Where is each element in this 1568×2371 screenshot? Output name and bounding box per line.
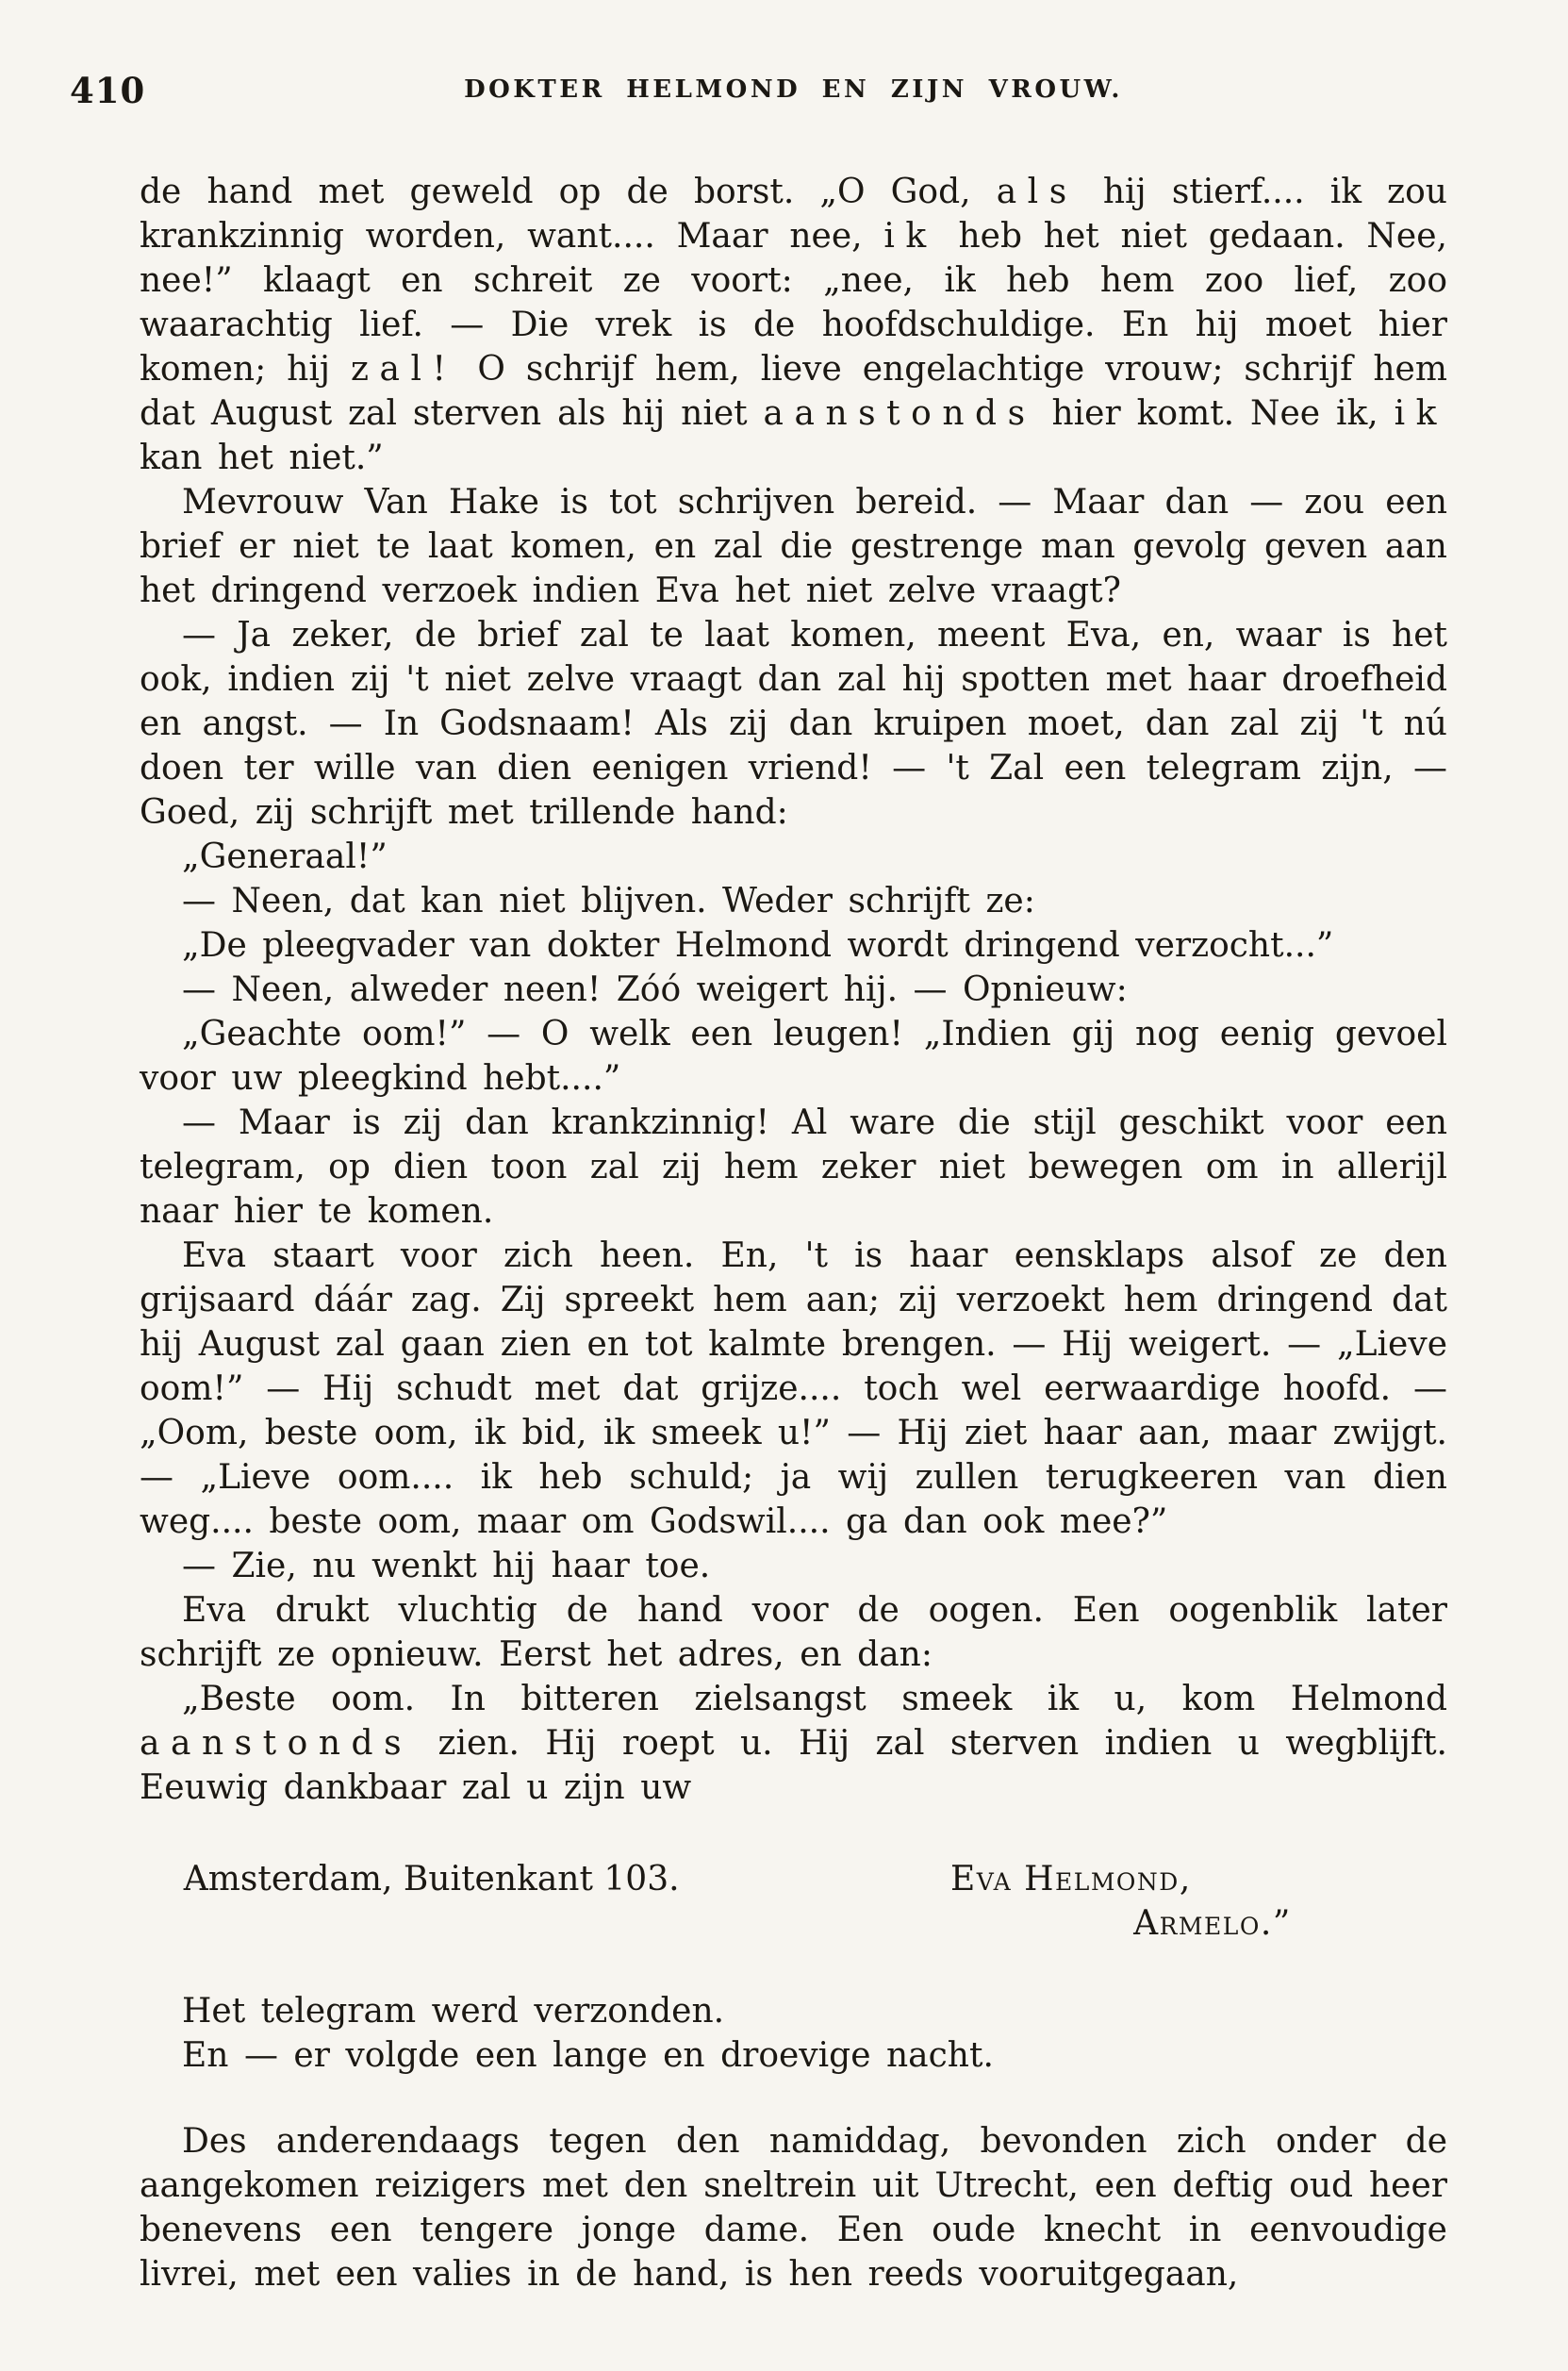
body-text	[140, 170, 1447, 2296]
text-run: heb het niet gedaan. Nee, nee!” klaagt en schreit ze voort: „nee, ik heb hem zoo lief, zoo waarachtig lief. — Die vrek is de hoofdschuldige. En hij moet hier komen; hij	[140, 217, 1447, 389]
text-run: kan het niet.”	[140, 439, 384, 477]
paragraph	[140, 879, 1447, 923]
text-run: Eva drukt vluchtig de hand voor de oogen. Een oogenblik later schrijft ze opnieuw. Eerst het adres, en dan:	[140, 1591, 1447, 1674]
text-run: hier komt. Nee ik,	[1035, 394, 1395, 433]
telegram-sender-place: Armelo.”	[1133, 1904, 1292, 1943]
text-run: „Beste oom. In bitteren zielsangst smeek ik u, kom Helmond	[182, 1680, 1447, 1718]
paragraph	[140, 2119, 1447, 2296]
text-run: „Geachte oom!” — O welk een leugen! „Indien gij nog eenig gevoel voor uw pleegkind hebt....”	[140, 1015, 1447, 1098]
running-title: DOKTER HELMOND EN ZIJN VROUW.	[464, 75, 1123, 104]
paragraph	[140, 1677, 1447, 1810]
text-run: Mevrouw Van Hake is tot schrijven bereid. — Maar dan — zou een brief er niet te laat komen, en zal die gestrenge man gevolg geven aan het dringend verzoek indien Eva het niet zelve vraagt?	[140, 483, 1447, 610]
text-run: „Generaal!”	[182, 837, 388, 876]
paragraph	[140, 2033, 1447, 2078]
text-run: Des anderendaags tegen den namiddag, bevonden zich onder de aangekomen reizigers met den sneltrein uit Utrecht, een deftig oud heer benevens een tengere jonge dame. Een oude knecht in eenvoudige livrei, met een valies in de hand, is hen reeds vooruitgegaan,	[140, 2122, 1447, 2294]
text-run: — Neen, alweder neen! Zóó weigert hij. — Opnieuw:	[182, 970, 1128, 1009]
page-number: 410	[70, 70, 146, 111]
paragraph	[140, 1012, 1447, 1101]
emphasized-spaced-text: aanstonds	[140, 1724, 413, 1763]
emphasized-spaced-text: als	[996, 173, 1078, 211]
emphasized-spaced-text: ik	[1394, 394, 1447, 433]
text-run: de hand met geweld op de borst. „O God,	[140, 173, 997, 211]
telegram-signature-block	[140, 1857, 1447, 1946]
paragraph	[140, 968, 1447, 1012]
text-run: En — er volgde een lange en droevige nacht.	[182, 2036, 994, 2075]
paragraph	[140, 835, 1447, 879]
telegram-address: Amsterdam, Buitenkant 103.	[183, 1860, 680, 1898]
page-header	[70, 68, 1447, 119]
paragraph	[140, 1588, 1447, 1677]
emphasized-spaced-text: aanstonds	[763, 394, 1036, 433]
paragraph	[140, 1101, 1447, 1234]
emphasized-spaced-text: zal!	[350, 350, 457, 389]
paragraph	[140, 1989, 1447, 2033]
text-run: Het telegram werd verzonden.	[182, 1992, 725, 2031]
signature-row	[140, 1857, 1447, 1901]
text-run: hij stierf.... ik zou krankzinnig worden, want.... Maar nee,	[140, 173, 1447, 256]
paragraph	[140, 1544, 1447, 1588]
text-run: — Ja zeker, de brief zal te laat komen, meent Eva, en, waar is het ook, indien zij 't niet zelve vraagt dan zal hij spotten met haar droefheid en angst. — In Godsnaam! Als zij dan kruipen moet, dan zal zij 't nú doen ter wille van dien eenigen vriend! — 't Zal een telegram zijn, — Goed, zij schrijft met trillende hand:	[140, 616, 1447, 832]
telegram-sender-name: Eva Helmond,	[949, 1860, 1192, 1898]
paragraph	[140, 613, 1447, 835]
paragraph	[140, 923, 1447, 968]
text-run: — Maar is zij dan krankzinnig! Al ware die stijl geschikt voor een telegram, op dien toon zal zij hem zeker niet bewegen om in allerijl naar hier te komen.	[140, 1103, 1447, 1231]
paragraph	[140, 480, 1447, 613]
text-run: Eva staart voor zich heen. En, 't is haar eensklaps alsof ze den grijsaard dáár zag. Zij spreekt hem aan; zij verzoekt hem dringend dat hij August zal gaan zien en tot kalmte brengen. — Hij weigert. — „Lieve oom!” — Hij schudt met dat grijze.... toch wel eerwaardige hoofd. — „Oom, beste oom, ik bid, ik smeek u!” — Hij ziet haar aan, maar zwijgt. — „Lieve oom.... ik heb schuld; ja wij zullen terugkeeren van dien weg.... beste oom, maar om Godswil.... ga dan ook mee?”	[140, 1236, 1447, 1541]
paragraphs-bottom	[140, 1989, 1447, 2296]
text-run: O schrijf hem, lieve engelachtige vrouw; schrijf hem dat August zal sterven als hij niet	[140, 350, 1447, 433]
emphasized-spaced-text: ik	[883, 217, 937, 256]
paragraph	[140, 1234, 1447, 1544]
text-run: zien. Hij roept u. Hij zal sterven indien u wegblijft. Eeuwig dankbaar zal u zijn uw	[140, 1724, 1447, 1807]
paragraphs-top	[140, 170, 1447, 1810]
text-run: — Neen, dat kan niet blijven. Weder schrijft ze:	[182, 882, 1035, 920]
paragraph	[140, 170, 1447, 480]
text-run: „De pleegvader van dokter Helmond wordt dringend verzocht...”	[182, 926, 1334, 965]
text-run: — Zie, nu wenkt hij haar toe.	[182, 1547, 711, 1585]
